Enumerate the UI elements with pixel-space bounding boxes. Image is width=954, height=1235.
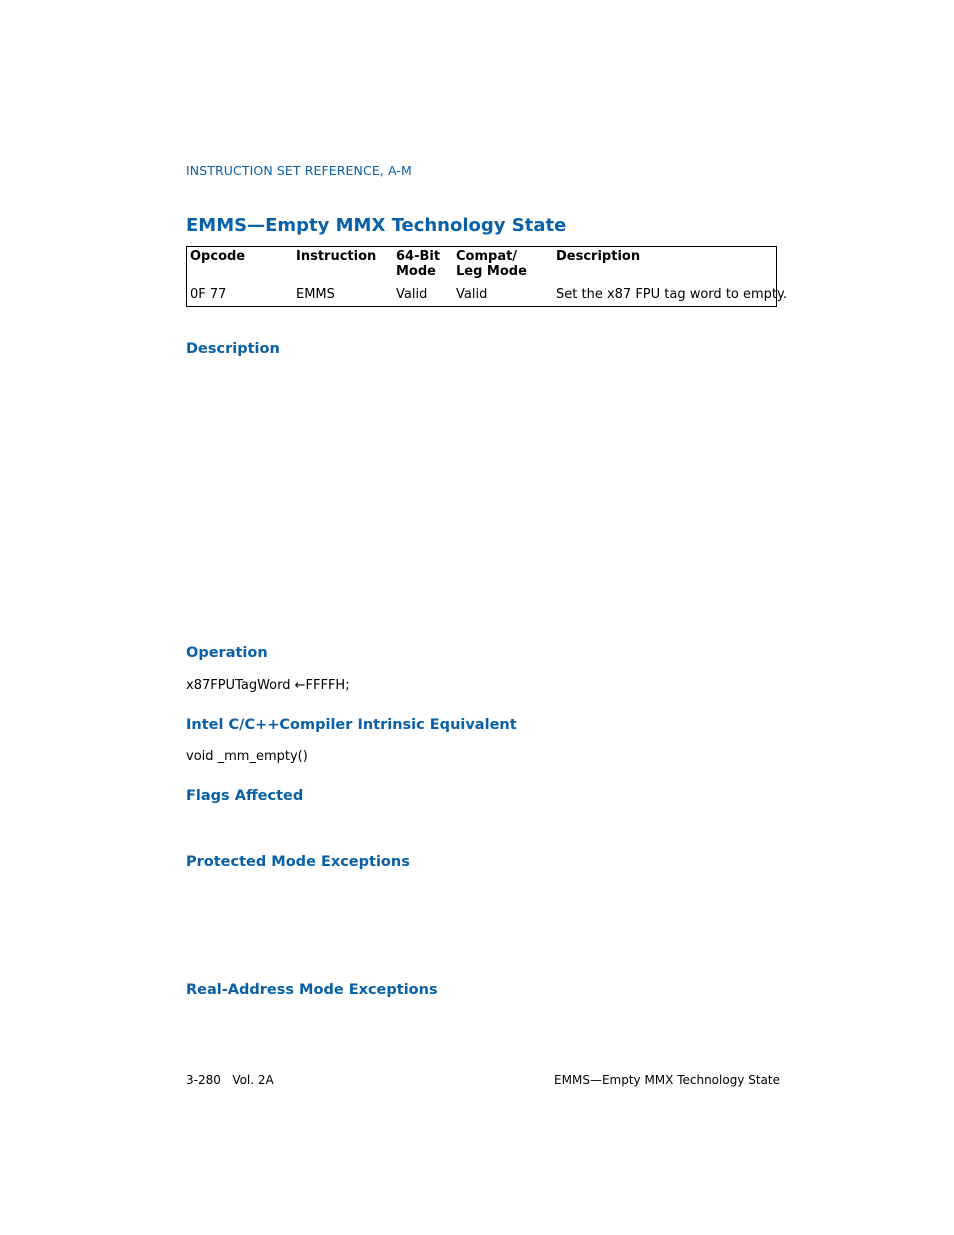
heading-protected-mode-exceptions: Protected Mode Exceptions — [186, 854, 410, 870]
table-cell-instruction: EMMS — [296, 287, 335, 302]
heading-description: Description — [186, 341, 280, 357]
heading-operation: Operation — [186, 645, 268, 661]
header-compat-line1: Compat/ — [456, 249, 518, 264]
table-cell-description: Set the x87 FPU tag word to empty. — [556, 287, 787, 302]
operation-code: x87FPUTagWord ←FFFFH; — [186, 678, 350, 693]
table-cell-opcode: 0F 77 — [190, 287, 227, 302]
header-64bit-line2: Mode — [396, 264, 436, 279]
header-64bit-line1: 64-Bit — [396, 249, 441, 264]
footer-title: EMMS—Empty MMX Technology State — [554, 1073, 780, 1087]
header-instruction: Instruction — [296, 249, 377, 264]
running-header: INSTRUCTION SET REFERENCE, A-M — [186, 163, 412, 178]
opcode-table — [186, 246, 787, 307]
header-description: Description — [556, 249, 641, 264]
table-cell-64bit: Valid — [396, 287, 428, 302]
header-opcode: Opcode — [190, 249, 246, 264]
intrinsic-code: void _mm_empty() — [186, 749, 308, 764]
heading-intrinsic: Intel C/C++Compiler Intrinsic Equivalent — [186, 717, 517, 733]
heading-flags-affected: Flags Affected — [186, 788, 304, 804]
page-title: EMMS—Empty MMX Technology State — [186, 215, 567, 236]
table-cell-compat: Valid — [456, 287, 488, 302]
header-compat-line2: Leg Mode — [456, 264, 527, 279]
footer-page-number: 3-280 Vol. 2A — [186, 1073, 274, 1087]
heading-real-address-mode-exceptions: Real-Address Mode Exceptions — [186, 982, 438, 998]
